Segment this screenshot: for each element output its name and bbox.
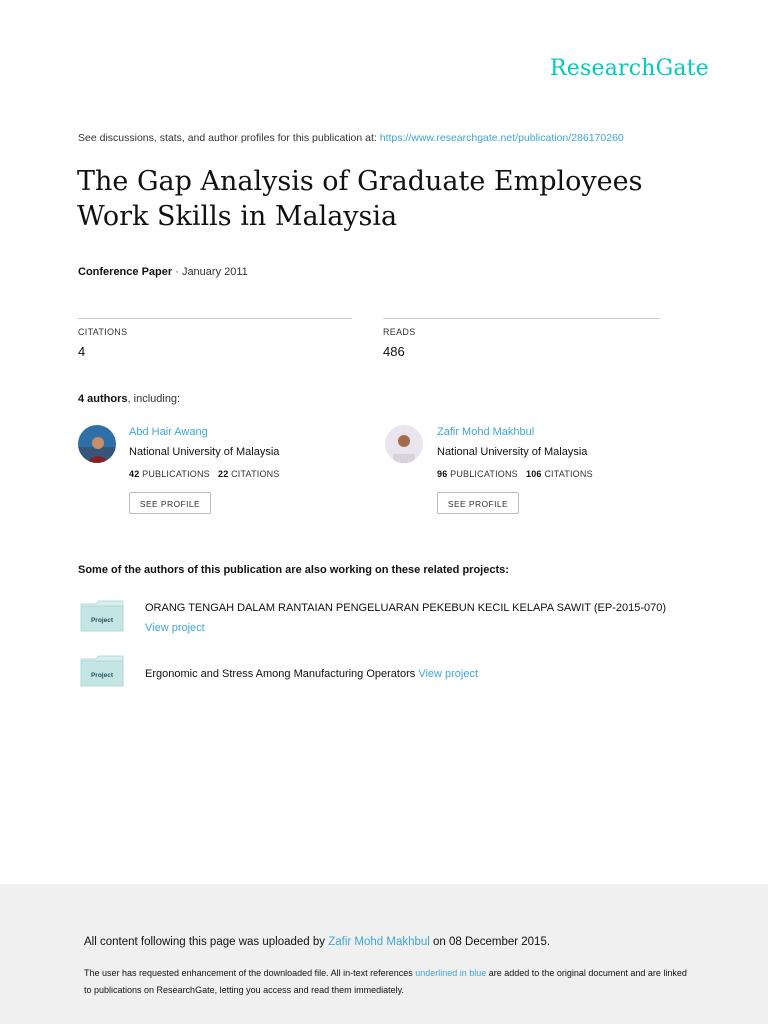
project-icon-label: Project — [90, 617, 114, 624]
discussion-line — [78, 132, 624, 144]
footer-panel — [0, 884, 768, 1024]
upload-notice — [84, 936, 550, 948]
project-title: ORANG TENGAH DALAM RANTAIAN PENGELUARAN PEKEBUN KECIL KELAPA SAWIT (EP-2015-070) — [145, 602, 667, 614]
uploader-link[interactable]: Zafir Mohd Makhbul — [328, 936, 430, 948]
page-title: The Gap Analysis of Graduate Employees Work Skills in Malaysia — [77, 166, 643, 232]
publications-count: 42 — [129, 469, 140, 479]
publications-count: 96 — [437, 469, 448, 479]
view-project-link[interactable]: View project — [145, 622, 205, 634]
upload-prefix: All content following this page was uploaded by — [84, 936, 329, 948]
authors-suffix: , including: — [127, 393, 181, 405]
avatar[interactable] — [78, 425, 116, 463]
reads-value: 486 — [383, 344, 405, 359]
view-project-link[interactable]: View project — [418, 668, 479, 680]
project-item — [145, 598, 705, 638]
project-folder-icon — [80, 655, 124, 687]
citations-count-label: CITATIONS — [544, 469, 593, 479]
project-item — [145, 664, 705, 684]
upload-suffix: on 08 December 2015. — [429, 936, 551, 948]
publication-url-link[interactable]: https://www.researchgate.net/publication/286170260 — [379, 132, 624, 144]
see-profile-button[interactable]: SEE PROFILE — [129, 492, 211, 514]
authors-count: 4 authors — [78, 393, 128, 405]
project-icon-label: Project — [90, 672, 114, 679]
publications-label: PUBLICATIONS — [450, 469, 518, 479]
project-title: Ergonomic and Stress Among Manufacturing Operators — [145, 668, 416, 680]
enhancement-suffix: are added to the original document and are linked to publications on ResearchGate, letting you access and read them immediately. — [84, 968, 687, 995]
citations-count: 106 — [525, 469, 542, 479]
citations-label: CITATIONS — [78, 327, 128, 337]
citations-value: 4 — [78, 344, 86, 359]
publication-meta — [78, 266, 248, 278]
enhancement-notice — [84, 965, 694, 999]
author-institution: National University of Malaysia — [437, 446, 588, 458]
discussion-prefix: See discussions, stats, and author profiles for this publication at: — [78, 132, 380, 144]
author-name-link[interactable]: Zafir Mohd Makhbul — [437, 426, 535, 438]
reads-label: READS — [383, 327, 416, 337]
citations-count-label: CITATIONS — [231, 469, 280, 479]
avatar[interactable] — [385, 425, 423, 463]
publications-label: PUBLICATIONS — [142, 469, 210, 479]
researchgate-logo: ResearchGate — [550, 56, 709, 81]
project-folder-icon — [80, 600, 124, 632]
publication-type: Conference Paper — [78, 266, 173, 278]
see-profile-button[interactable]: SEE PROFILE — [437, 492, 519, 514]
author-institution: National University of Malaysia — [129, 446, 280, 458]
citations-divider — [78, 318, 352, 319]
reads-divider — [383, 318, 660, 319]
underlined-link-sample: underlined in blue — [415, 968, 487, 978]
enhancement-prefix: The user has requested enhancement of the downloaded file. All in-text references — [84, 968, 416, 978]
meta-separator: · — [172, 266, 182, 278]
author-stats — [437, 469, 593, 479]
author-name-link[interactable]: Abd Hair Awang — [129, 426, 208, 438]
projects-heading: Some of the authors of this publication are also working on these related projects: — [78, 564, 509, 576]
author-stats — [129, 469, 280, 479]
publication-date: January 2011 — [181, 266, 248, 278]
authors-heading — [78, 393, 180, 405]
citations-count: 22 — [217, 469, 229, 479]
